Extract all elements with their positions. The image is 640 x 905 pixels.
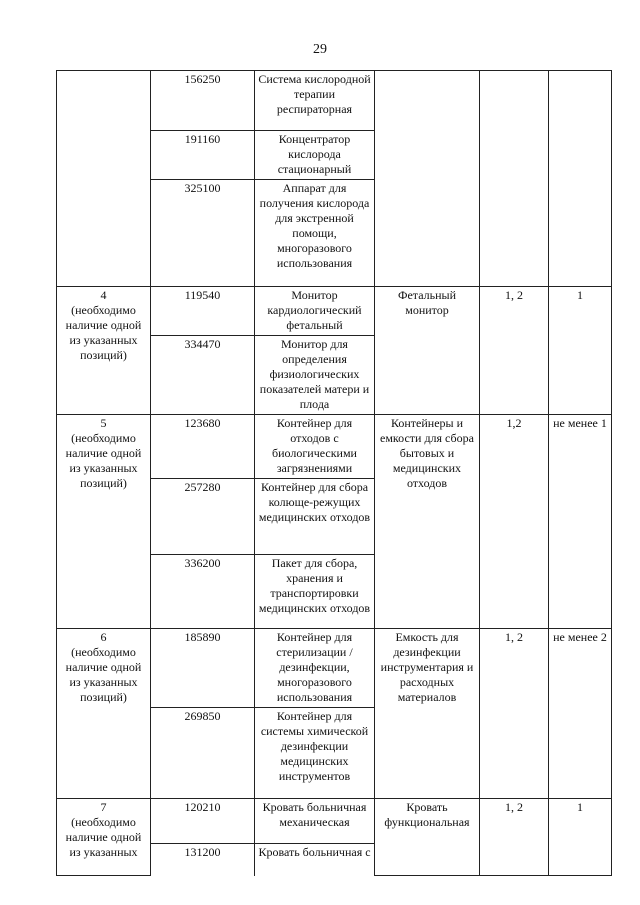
- quantity-cell: 1: [549, 287, 612, 415]
- item-name: Кровать больничная с: [255, 844, 375, 876]
- position-number: 5: [100, 416, 107, 430]
- item-code: 123680: [151, 415, 255, 479]
- position-cell: [57, 415, 151, 629]
- item-code: 185890: [151, 629, 255, 708]
- position-note: (необходимо наличие одной из указанных позиций): [65, 431, 142, 490]
- equipment-table: [56, 70, 612, 876]
- item-code: 269850: [151, 708, 255, 799]
- category-cell: [375, 71, 480, 287]
- sections-cell: 1, 2: [480, 287, 549, 415]
- position-note: (необходимо наличие одной из указанных позиций): [65, 303, 142, 362]
- item-name: Монитор для определения физиологических показателей матери и плода: [255, 336, 375, 415]
- item-code: 191160: [151, 131, 255, 180]
- table-row: [57, 287, 612, 336]
- table-row: [57, 71, 612, 131]
- category-cell: Емкость для дезинфекции инструментария и расходных материалов: [375, 629, 480, 799]
- item-code: 120210: [151, 799, 255, 844]
- position-note: (необходимо наличие одной из указанных: [65, 815, 142, 859]
- item-name: Кровать больничная механическая: [255, 799, 375, 844]
- position-number: 7: [100, 800, 107, 814]
- item-code: 336200: [151, 555, 255, 629]
- item-code: 257280: [151, 479, 255, 555]
- sections-cell: 1,2: [480, 415, 549, 629]
- position-number: 4: [100, 288, 107, 302]
- item-name: Контейнер для системы химической дезинфекции медицинских инструментов: [255, 708, 375, 799]
- position-note: (необходимо наличие одной из указанных позиций): [65, 645, 142, 704]
- position-cell: [57, 629, 151, 799]
- category-cell: Фетальный монитор: [375, 287, 480, 415]
- item-name: Контейнер для отходов с биологическими загрязнениями: [255, 415, 375, 479]
- item-name: Система кислородной терапии респираторная: [255, 71, 375, 131]
- item-name: Контейнер для сбора колюще-режущих медицинских отходов: [255, 479, 375, 555]
- item-name: Пакет для сбора, хранения и транспортировки медицинских отходов: [255, 555, 375, 629]
- quantity-cell: 1: [549, 799, 612, 876]
- quantity-cell: не менее 1: [549, 415, 612, 629]
- sections-cell: [480, 71, 549, 287]
- position-number: 6: [100, 630, 107, 644]
- sections-cell: 1, 2: [480, 629, 549, 799]
- quantity-cell: не менее 2: [549, 629, 612, 799]
- table-row: [57, 799, 612, 844]
- page-number: 29: [313, 42, 327, 57]
- position-cell: [57, 71, 151, 287]
- item-name: Монитор кардиологический фетальный: [255, 287, 375, 336]
- quantity-cell: [549, 71, 612, 287]
- position-cell: [57, 799, 151, 876]
- item-code: 156250: [151, 71, 255, 131]
- category-cell: Контейнеры и емкости для сбора бытовых и медицинских отходов: [375, 415, 480, 629]
- item-code: 334470: [151, 336, 255, 415]
- table-row: [57, 415, 612, 479]
- position-cell: [57, 287, 151, 415]
- category-cell: Кровать функциональная: [375, 799, 480, 876]
- item-code: 325100: [151, 180, 255, 287]
- sections-cell: 1, 2: [480, 799, 549, 876]
- item-name: Концентратор кислорода стационарный: [255, 131, 375, 180]
- item-name: Аппарат для получения кислорода для экстренной помощи, многоразового использования: [255, 180, 375, 287]
- item-code: 119540: [151, 287, 255, 336]
- table-row: [57, 629, 612, 708]
- item-name: Контейнер для стерилизации /дезинфекции, многоразового использования: [255, 629, 375, 708]
- item-code: 131200: [151, 844, 255, 876]
